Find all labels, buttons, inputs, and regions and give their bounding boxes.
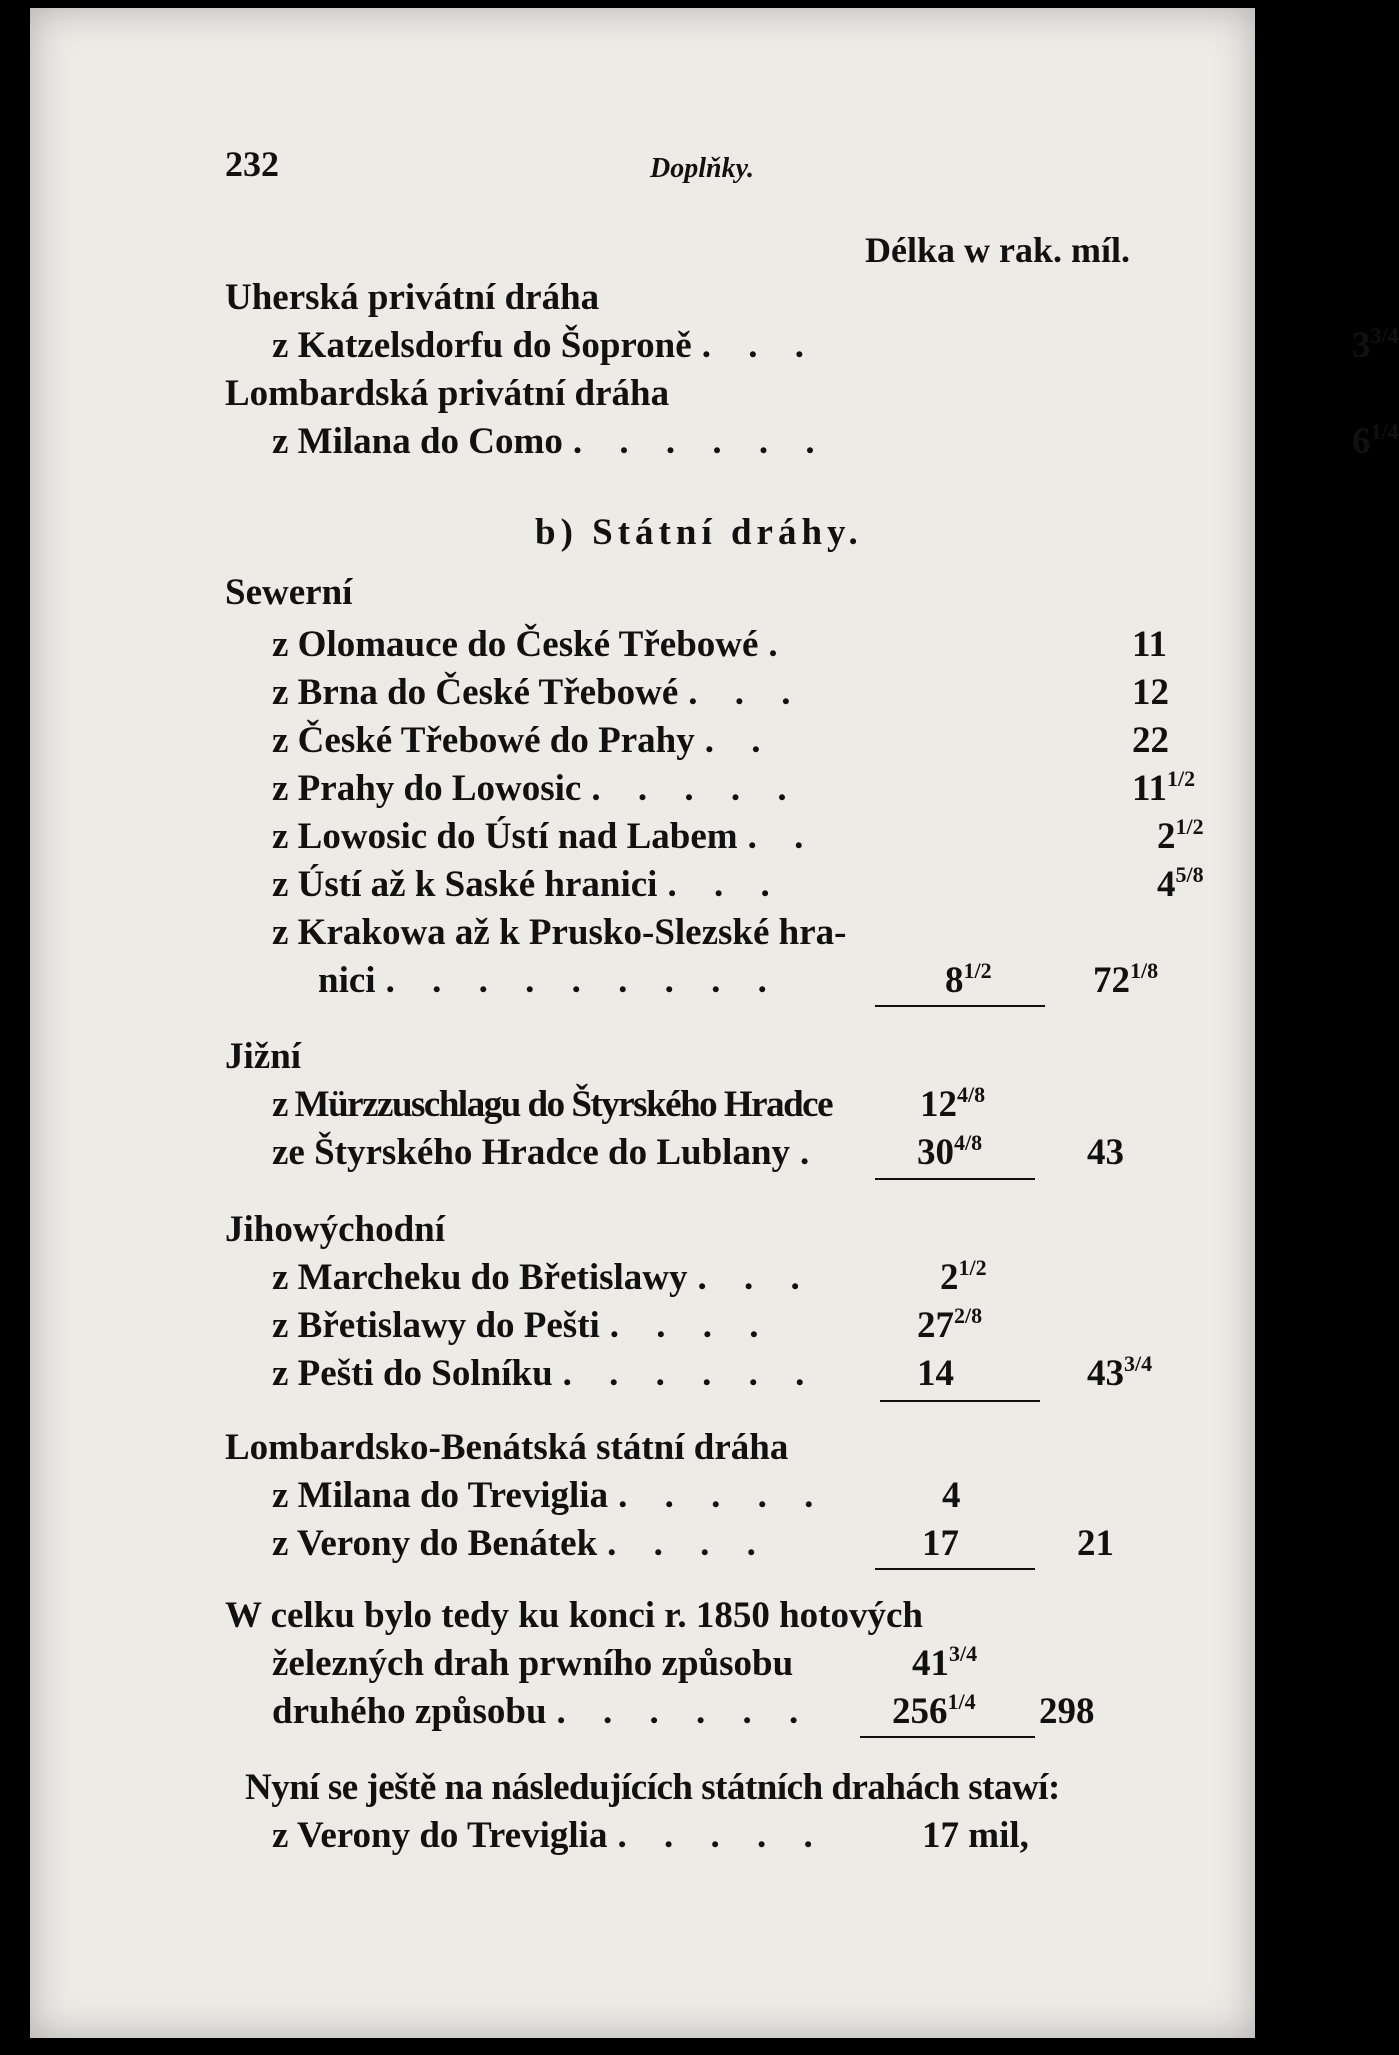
table-row — [272, 323, 1399, 368]
row-label: z Marcheku do Břetislawy — [272, 1257, 688, 1298]
sum-rule — [875, 1568, 1035, 1570]
section-title: Sewerní — [225, 572, 353, 613]
table-row — [272, 719, 1169, 763]
table-row — [272, 1474, 961, 1518]
subsection-heading: b) Státní dráhy. — [535, 512, 863, 553]
leader-dots: . . — [747, 816, 818, 857]
row-label: druhého způsobu — [272, 1691, 547, 1732]
row-label: z Verony do Benátek — [272, 1523, 598, 1564]
row-label: z Brna do České Třebowé — [272, 672, 679, 713]
total-value: 298 — [1039, 1691, 1095, 1732]
leader-dots: . . . . . — [617, 1815, 827, 1856]
total-value: 21 — [1077, 1523, 1114, 1564]
row-value: $12^{4/8}$ — [920, 1082, 986, 1125]
table-row — [272, 1303, 983, 1348]
row-value: $30^{4/8}$ — [917, 1130, 983, 1173]
table-row — [272, 862, 1204, 907]
footer-line: Nyní se ještě na následujících státních drahách stawí: — [245, 1767, 1060, 1808]
row-label: z Mürzzuschlagu do Štyrského Hradce — [272, 1084, 833, 1125]
row-value: $8^{1/2}$ — [945, 958, 992, 1001]
table-row — [272, 766, 1196, 811]
row-value: 22 — [1132, 720, 1169, 761]
leader-dots: . . . . . . — [572, 421, 829, 462]
leader-dots: . . . — [667, 864, 784, 905]
total-value: $43^{3/4}$ — [1087, 1351, 1153, 1394]
table-row — [272, 1255, 987, 1300]
row-value: 12 — [1132, 672, 1169, 713]
row-value: $11^{1/2}$ — [1132, 766, 1196, 809]
row-label: ze Štyrského Hradce do Lublany — [272, 1132, 791, 1173]
table-row — [272, 671, 1169, 715]
row-label: z Milana do Treviglia — [272, 1475, 609, 1516]
sum-rule — [875, 1178, 1035, 1180]
row-label: z Milana do Como — [272, 421, 563, 462]
row-value: 11 — [1132, 624, 1167, 665]
row-label: z Olomauce do České Třebowé — [272, 624, 759, 665]
table-row — [272, 1814, 1029, 1858]
table-row: z Krakowa až k Prusko-Slezské hra- — [272, 912, 847, 953]
table-row — [272, 419, 1399, 464]
row-label: z Katzelsdorfu do Šoproně — [272, 325, 692, 366]
sum-rule — [875, 1005, 1045, 1007]
leader-dots: . . . . . — [618, 1475, 828, 1516]
table-row — [272, 814, 1204, 859]
book-page — [30, 8, 1399, 2038]
table-row — [272, 1522, 1114, 1566]
leader-dots: . . . . . . . . . — [385, 960, 781, 1001]
section-title: Lombardsko-Benátská státní dráha — [225, 1427, 789, 1468]
total-value: $3^{3/4}$ — [1352, 323, 1399, 366]
leader-dots: . — [800, 1132, 824, 1173]
row-value: $27^{2/8}$ — [917, 1303, 983, 1346]
row-label: železných drah prwního způsobu — [272, 1643, 794, 1684]
row-label: z Verony do Treviglia — [272, 1815, 608, 1856]
row-label: z Pešti do Solníku — [272, 1353, 553, 1394]
row-label: nici — [318, 960, 376, 1001]
row-value: $2^{1/2}$ — [940, 1255, 987, 1298]
row-value: $4^{5/8}$ — [1157, 862, 1204, 905]
row-label: z Břetislawy do Pešti — [272, 1305, 600, 1346]
leader-dots: . . . . . . — [556, 1691, 813, 1732]
leader-dots: . . . . . . — [562, 1353, 819, 1394]
row-label: z Lowosic do Ústí nad Labem — [272, 816, 738, 857]
table-row — [272, 1689, 1095, 1734]
total-value: 43 — [1087, 1132, 1124, 1173]
section-title: Jižní — [225, 1036, 302, 1077]
row-label: z Ústí až k Saské hranici — [272, 864, 658, 905]
total-value: $72^{1/8}$ — [1093, 958, 1159, 1001]
section-title: Jihowýchodní — [225, 1209, 446, 1250]
row-value: $256^{1/4}$ — [892, 1689, 976, 1732]
leader-dots: . . — [704, 720, 775, 761]
section-title: Lombardská privátní dráha — [225, 373, 670, 414]
total-value: $6^{1/4}$ — [1352, 419, 1399, 462]
leader-dots: . . . . — [609, 1305, 773, 1346]
table-row — [272, 1351, 1153, 1396]
leader-dots: . . . — [688, 672, 805, 713]
summary-line: W celku bylo tedy ku konci r. 1850 hotových — [225, 1595, 923, 1636]
row-value: $41^{3/4}$ — [912, 1641, 978, 1684]
row-value: 14 — [917, 1353, 954, 1394]
sum-rule — [860, 1736, 1035, 1738]
table-row — [272, 1130, 1124, 1175]
sum-rule — [880, 1400, 1040, 1402]
leader-dots: . . . — [697, 1257, 814, 1298]
row-label: z České Třebowé do Prahy — [272, 720, 695, 761]
column-heading: Délka w rak. míl. — [865, 230, 1130, 270]
row-value: $2^{1/2}$ — [1157, 814, 1204, 857]
row-value: 4 — [942, 1475, 961, 1516]
section-title: Uherská privátní dráha — [225, 277, 600, 318]
table-row — [318, 958, 1159, 1003]
row-value: 17 — [922, 1523, 959, 1564]
running-title: Doplňky. — [650, 153, 754, 184]
leader-dots: . — [768, 624, 792, 665]
table-row — [272, 1082, 986, 1127]
row-label: z Prahy do Lowosic — [272, 768, 582, 809]
leader-dots: . . . . . — [591, 768, 801, 809]
leader-dots: . . . — [701, 325, 818, 366]
page-number: 232 — [225, 144, 279, 184]
row-value: 17 mil, — [922, 1815, 1029, 1856]
table-row — [272, 623, 1167, 667]
table-row — [272, 1641, 978, 1686]
leader-dots: . . . . — [607, 1523, 770, 1564]
